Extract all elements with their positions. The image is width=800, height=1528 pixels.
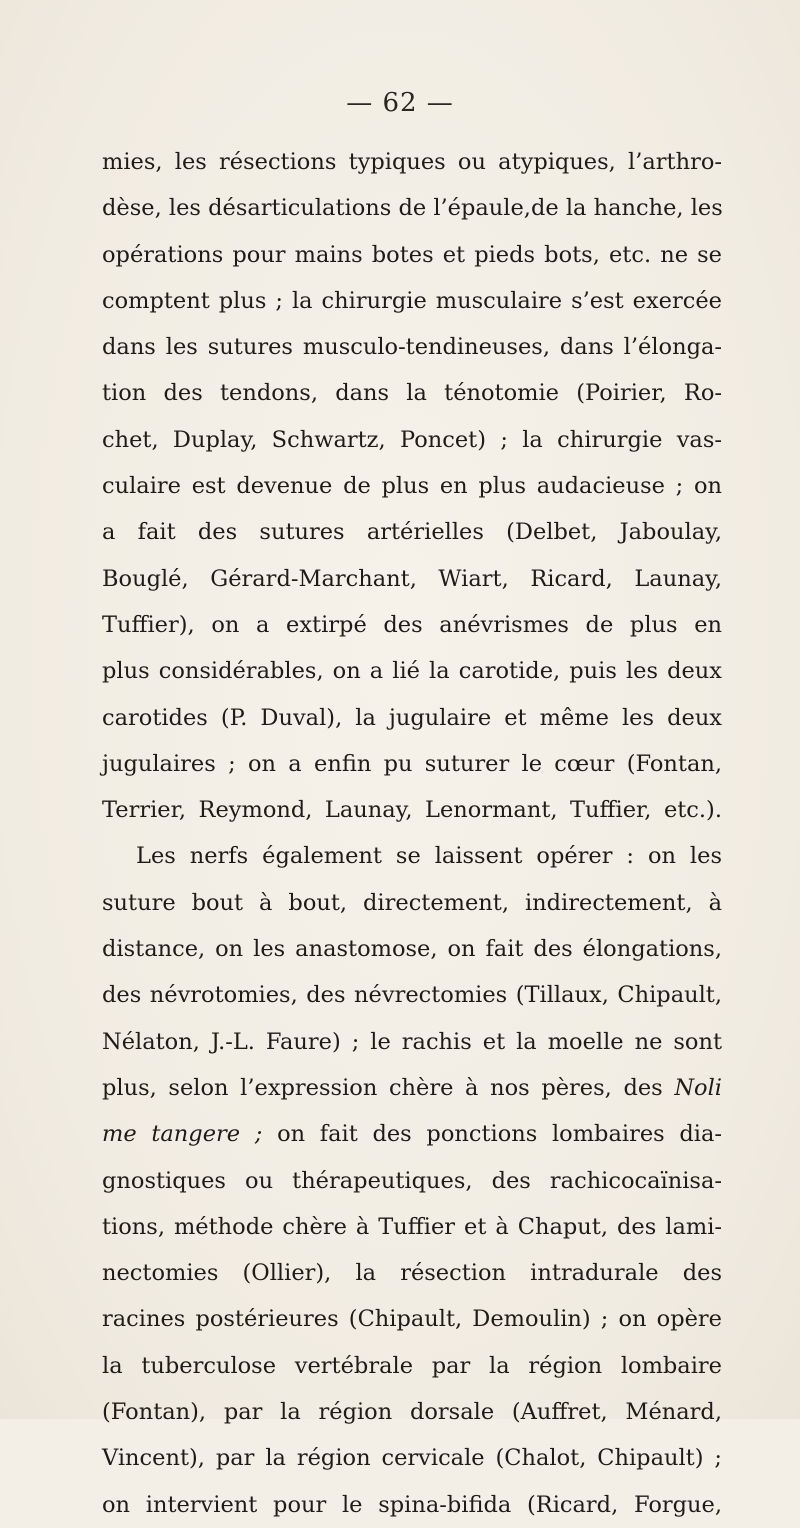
text-line: Tuffier), on a extirpé des anévrismes de plus en <box>102 611 722 638</box>
text-line: gnostiques ou thérapeutiques, des rachicocaïnisa- <box>102 1167 722 1194</box>
text-line: dèse, les désarticulations de l’épaule,de la hanche, les <box>102 195 723 222</box>
text-line-mixed <box>102 1065 722 1111</box>
text-line-paragraph-start: Les nerfs également se laissent opérer : on les <box>136 843 722 870</box>
text-line: Vincent), par la région cervicale (Chalot, Chipault) ; <box>102 1445 722 1472</box>
text-line: tion des tendons, dans la ténotomie (Poirier, Ro- <box>102 380 722 407</box>
text-line: (Fontan), par la région dorsale (Auffret, Ménard, <box>102 1399 722 1426</box>
body-text <box>102 139 722 1528</box>
text-line: mies, les résections typiques ou atypiques, l’arthro- <box>102 149 722 175</box>
text-line: a fait des sutures artérielles (Delbet, Jaboulay, <box>102 519 722 546</box>
text-line: la tuberculose vertébrale par la région lombaire <box>102 1352 722 1379</box>
text-line: culaire est devenue de plus en plus audacieuse ; on <box>102 473 722 500</box>
text-line: on intervient pour le spina-bifida (Ricard, Forgue, <box>102 1491 722 1518</box>
text-line: jugulaires ; on a enfin pu suturer le cœur (Fontan, <box>102 750 722 777</box>
text-line: Terrier, Reymond, Launay, Lenormant, Tuffier, etc.). <box>102 797 722 824</box>
text-line: suture bout à bout, directement, indirectement, à <box>102 889 722 916</box>
text-segment: plus, selon l’expression chère à nos pères, des <box>102 1074 663 1101</box>
text-line: tions, méthode chère à Tuffier et à Chaput, des lami- <box>102 1213 722 1240</box>
text-line: carotides (P. Duval), la jugulaire et même les deux <box>102 704 722 731</box>
text-line: opérations pour mains botes et pieds bots, etc. ne se <box>102 241 722 268</box>
italic-phrase: Noli <box>674 1074 722 1101</box>
text-segment: on fait des ponctions lombaires dia- <box>277 1121 722 1148</box>
text-line: des névrotomies, des névrectomies (Tillaux, Chipault, <box>102 982 722 1009</box>
text-line: comptent plus ; la chirurgie musculaire s’est exercée <box>102 287 722 314</box>
text-line: racines postérieures (Chipault, Demoulin) ; on opère <box>102 1306 722 1333</box>
text-line: Nélaton, J.-L. Faure) ; le rachis et la moelle ne sont <box>102 1028 722 1055</box>
italic-phrase: me tangere ; <box>102 1121 263 1148</box>
text-line: dans les sutures musculo-tendineuses, dans l’élonga- <box>102 334 722 361</box>
page-number: — 62 — <box>346 88 454 118</box>
text-line: nectomies (Ollier), la résection intradurale des <box>102 1260 722 1287</box>
text-line: Bouglé, Gérard-Marchant, Wiart, Ricard, Launay, <box>102 565 722 592</box>
text-line: plus considérables, on a lié la carotide, puis les deux <box>102 658 722 685</box>
text-line: distance, on les anastomose, on fait des élongations, <box>102 936 722 963</box>
text-line: chet, Duplay, Schwartz, Poncet) ; la chirurgie vas- <box>102 426 722 453</box>
text-line-mixed <box>102 1111 722 1157</box>
